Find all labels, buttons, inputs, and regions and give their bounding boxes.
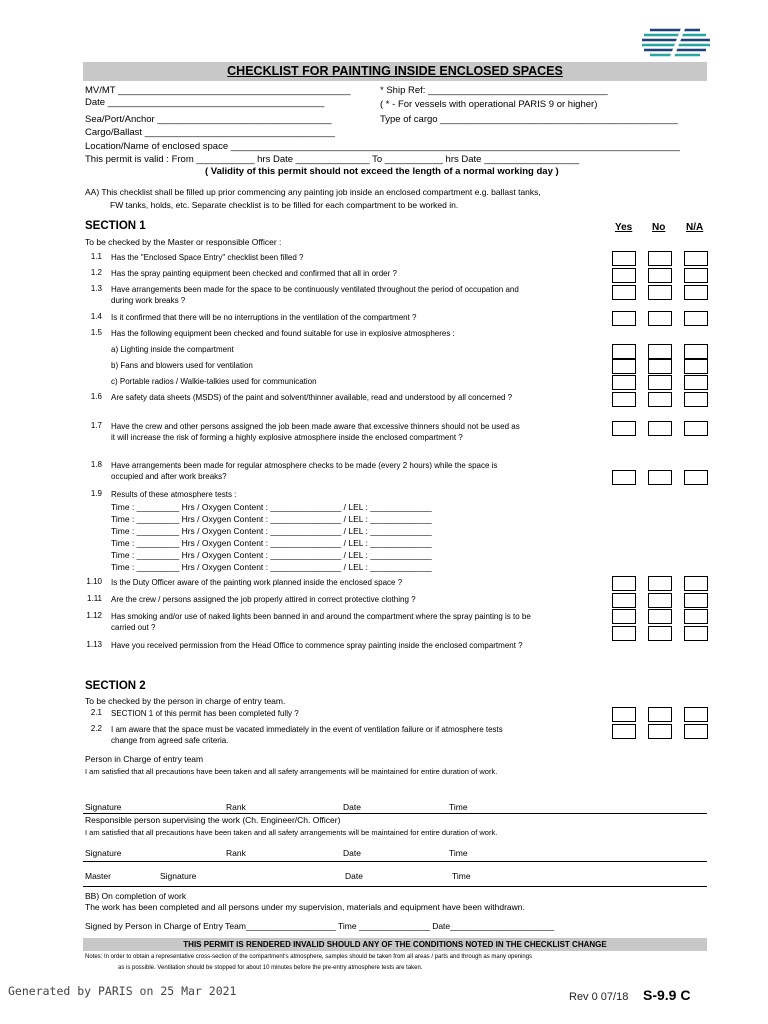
checkbox-no[interactable] — [648, 268, 672, 283]
checklist-item-text: Have you received permission from the Head Office to commence spray painting inside the enclosed compartment ? — [111, 641, 523, 650]
checkbox-yes[interactable] — [612, 251, 636, 266]
col-yes: Yes — [615, 222, 633, 233]
item-number: 1.1 — [90, 252, 102, 261]
date-field[interactable]: Date _________________________________________ — [85, 97, 325, 108]
person-in-charge-title: Person in Charge of entry team — [85, 754, 204, 764]
checkbox-na[interactable] — [684, 626, 708, 641]
item-number: 1.12 — [86, 611, 102, 620]
checklist-item-text: Has smoking and/or use of naked lights been banned in and around the compartment where the spray painting is to be carried out ? — [111, 612, 531, 632]
time-label-2: Time — [449, 848, 468, 858]
checkbox-no[interactable] — [648, 311, 672, 326]
date-label-3: Date — [345, 871, 363, 881]
checkbox-yes[interactable] — [612, 626, 636, 641]
checkbox-no[interactable] — [648, 576, 672, 591]
checkbox-na[interactable] — [684, 375, 708, 390]
checklist-item-text: c) Portable radios / Walkie-talkies used for communication — [111, 377, 317, 386]
checkbox-na[interactable] — [684, 359, 708, 374]
notes-line-2: as is possible. Ventilation should be stopped for about 10 minutes before the pre-entry atmosphere tests are taken. — [118, 965, 423, 971]
checkbox-no[interactable] — [648, 285, 672, 300]
checkbox-na[interactable] — [684, 268, 708, 283]
checkbox-no[interactable] — [648, 344, 672, 359]
divider — [83, 861, 707, 862]
master-label: Master — [85, 871, 111, 881]
item-number: 1.7 — [90, 421, 102, 430]
paris-note: ( * - For vessels with operational PARIS 9 or higher) — [380, 99, 598, 110]
rank-label-1: Rank — [226, 802, 246, 812]
checkbox-na[interactable] — [684, 593, 708, 608]
checkbox-yes[interactable] — [612, 285, 636, 300]
checkbox-yes[interactable] — [612, 421, 636, 436]
invalid-notice: THIS PERMIT IS RENDERED INVALID SHOULD ANY OF THE CONDITIONS NOTED IN THE CHECKLIST CHANGE — [83, 938, 707, 951]
checkbox-no[interactable] — [648, 609, 672, 624]
aa-line-2: FW tanks, holds, etc. Separate checklist is to be filled for each compartment to be worked in. — [110, 200, 459, 210]
rank-label-2: Rank — [226, 848, 246, 858]
location-field[interactable]: Location/Name of enclosed space _____________________________________________________________________________________ — [85, 141, 680, 152]
checkbox-na[interactable] — [684, 311, 708, 326]
checkbox-na[interactable] — [684, 576, 708, 591]
checkbox-yes[interactable] — [612, 609, 636, 624]
checkbox-na[interactable] — [684, 724, 708, 739]
checkbox-no[interactable] — [648, 707, 672, 722]
satisfied-statement-2: I am satisfied that all precautions have been taken and all safety arrangements will be maintained for entire duration of work. — [85, 828, 498, 837]
checklist-item-text: b) Fans and blowers used for ventilation — [111, 361, 253, 370]
satisfied-statement-1: I am satisfied that all precautions have been taken and all safety arrangements will be maintained for entire duration of work. — [85, 767, 498, 776]
vessel-field[interactable]: MV/MT ____________________________________________ — [85, 85, 351, 96]
item-number: 1.5 — [90, 328, 102, 337]
item-number: 1.8 — [90, 460, 102, 469]
checkbox-na[interactable] — [684, 421, 708, 436]
atmosphere-test-row[interactable]: Time : _________ Hrs / Oxygen Content : _______________ / LEL : _____________ — [111, 562, 432, 572]
signature-label-3: Signature — [160, 871, 197, 881]
checkbox-no[interactable] — [648, 724, 672, 739]
item-number: 1.6 — [90, 392, 102, 401]
aa-line-1: AA) This checklist shall be filled up prior commencing any painting job inside an enclosed compartment e.g. ballast tanks, — [85, 187, 541, 197]
atmosphere-test-row[interactable]: Time : _________ Hrs / Oxygen Content : _______________ / LEL : _____________ — [111, 526, 432, 536]
checkbox-yes[interactable] — [612, 375, 636, 390]
permit-valid-field[interactable]: This permit is valid : From ___________ hrs Date ______________ To ___________ hrs Date __________________ — [85, 154, 580, 165]
checklist-item-text: Have arrangements been made for the space to be continuously ventilated throughout the period of occupation and during work breaks ? — [111, 285, 519, 305]
col-no: No — [652, 222, 666, 233]
checkbox-yes[interactable] — [612, 593, 636, 608]
checkbox-no[interactable] — [648, 392, 672, 407]
checklist-item-text: Has the following equipment been checked and found suitable for use in explosive atmospheres : — [111, 329, 455, 338]
checkbox-yes[interactable] — [612, 311, 636, 326]
sea-port-field[interactable]: Sea/Port/Anchor _________________________________ — [85, 114, 332, 125]
divider — [83, 813, 707, 814]
responsible-person-title: Responsible person supervising the work (Ch. Engineer/Ch. Officer) — [85, 815, 341, 825]
checklist-item-text: SECTION 1 of this permit has been completed fully ? — [111, 709, 299, 718]
signature-label-1: Signature — [85, 802, 122, 812]
item-number: 2.2 — [90, 724, 102, 733]
checkbox-na[interactable] — [684, 285, 708, 300]
checkbox-na[interactable] — [684, 344, 708, 359]
checklist-item-text: I am aware that the space must be vacated immediately in the event of ventilation failure or if atmosphere tests change from agreed safe criteria. — [111, 725, 503, 745]
checkbox-no[interactable] — [648, 626, 672, 641]
section-2-title: SECTION 2 — [85, 680, 146, 692]
form-title: CHECKLIST FOR PAINTING INSIDE ENCLOSED SPACES — [83, 62, 707, 81]
checkbox-yes[interactable] — [612, 392, 636, 407]
atmosphere-test-row[interactable]: Time : _________ Hrs / Oxygen Content : _______________ / LEL : _____________ — [111, 538, 432, 548]
checkbox-na[interactable] — [684, 609, 708, 624]
checklist-item-text: a) Lighting inside the compartment — [111, 345, 234, 354]
form-code: S-9.9 C — [643, 987, 691, 1003]
checkbox-yes[interactable] — [612, 344, 636, 359]
cargo-ballast-field[interactable]: Cargo/Ballast ____________________________________ — [85, 127, 335, 138]
signed-by-line[interactable]: Signed by Person in Charge of Entry Team___________________ Time _______________ Date______________________ — [85, 921, 555, 931]
signature-label-2: Signature — [85, 848, 122, 858]
checklist-item-text: Are the crew / persons assigned the job properly attired in correct protective clothing ? — [111, 595, 416, 604]
checkbox-no[interactable] — [648, 421, 672, 436]
item-number: 2.1 — [90, 708, 102, 717]
generated-by-footer: Generated by PARIS on 25 Mar 2021 — [8, 984, 237, 998]
checklist-item-text: Is it confirmed that there will be no interruptions in the ventilation of the compartment ? — [111, 313, 417, 322]
checkbox-na[interactable] — [684, 392, 708, 407]
item-number: 1.9 — [90, 489, 102, 498]
item-number: 1.10 — [86, 577, 102, 586]
checkbox-no[interactable] — [648, 359, 672, 374]
checkbox-no[interactable] — [648, 593, 672, 608]
item-number: 1.3 — [90, 284, 102, 293]
item-number: 1.11 — [87, 594, 102, 603]
checkbox-na[interactable] — [684, 470, 708, 485]
atmosphere-test-row[interactable]: Time : _________ Hrs / Oxygen Content : _______________ / LEL : _____________ — [111, 502, 432, 512]
type-of-cargo-field[interactable]: Type of cargo _____________________________________________ — [380, 114, 678, 125]
checklist-item-text: Has the spray painting equipment been checked and confirmed that all in order ? — [111, 269, 397, 278]
atmosphere-test-row[interactable]: Time : _________ Hrs / Oxygen Content : _______________ / LEL : _____________ — [111, 514, 432, 524]
completion-title: BB) On completion of work — [85, 891, 187, 901]
ship-ref-field[interactable]: * Ship Ref: __________________________________ — [380, 85, 608, 96]
checkbox-na[interactable] — [684, 251, 708, 266]
time-label-3: Time — [452, 871, 471, 881]
checkbox-yes[interactable] — [612, 576, 636, 591]
checklist-item-text: Has the "Enclosed Space Entry" checklist been filled ? — [111, 253, 304, 262]
checkbox-yes[interactable] — [612, 470, 636, 485]
date-label-1: Date — [343, 802, 361, 812]
col-na: N/A — [686, 222, 704, 233]
item-number: 1.13 — [86, 640, 102, 649]
section-1-subtitle: To be checked by the Master or responsible Officer : — [85, 237, 282, 247]
checkbox-yes[interactable] — [612, 724, 636, 739]
checklist-item-text: Results of these atmosphere tests : — [111, 490, 237, 499]
checkbox-no[interactable] — [648, 470, 672, 485]
checklist-item-text: Have the crew and other persons assigned the job been made aware that excessive thinners should not be used as it will increase the risk of forming a highly explosive atmosphere inside the enclosed compartment ? — [111, 422, 520, 442]
checklist-item-text: Have arrangements been made for regular atmosphere checks to be made (every 2 hours) while the space is occupied and after work breaks? — [111, 461, 498, 481]
item-number: 1.4 — [90, 312, 102, 321]
revision-label: Rev 0 07/18 — [569, 991, 629, 1003]
checkbox-yes[interactable] — [612, 268, 636, 283]
time-label-1: Time — [449, 802, 468, 812]
checkbox-yes[interactable] — [612, 359, 636, 374]
checkbox-no[interactable] — [648, 251, 672, 266]
notes-line-1: Notes: In order to obtain a representative cross-section of the compartment's atmosphere, samples should be taken from all areas / parts and through as many openings — [85, 954, 533, 960]
company-logo — [640, 22, 712, 64]
atmosphere-test-row[interactable]: Time : _________ Hrs / Oxygen Content : _______________ / LEL : _____________ — [111, 550, 432, 560]
checkbox-no[interactable] — [648, 375, 672, 390]
validity-note: ( Validity of this permit should not exceed the length of a normal working day ) — [205, 166, 559, 177]
checkbox-yes[interactable] — [612, 707, 636, 722]
completion-text: The work has been completed and all persons under my supervision, materials and equipment have been withdrawn. — [85, 902, 525, 912]
checklist-item-text: Are safety data sheets (MSDS) of the paint and solvent/thinner available, read and understood by all concerned ? — [111, 393, 513, 402]
date-label-2: Date — [343, 848, 361, 858]
checklist-item-text: Is the Duty Officer aware of the painting work planned inside the enclosed space ? — [111, 578, 403, 587]
divider — [83, 886, 707, 887]
checkbox-na[interactable] — [684, 707, 708, 722]
section-2-subtitle: To be checked by the person in charge of entry team. — [85, 696, 286, 706]
section-1-title: SECTION 1 — [85, 220, 146, 232]
item-number: 1.2 — [90, 268, 102, 277]
